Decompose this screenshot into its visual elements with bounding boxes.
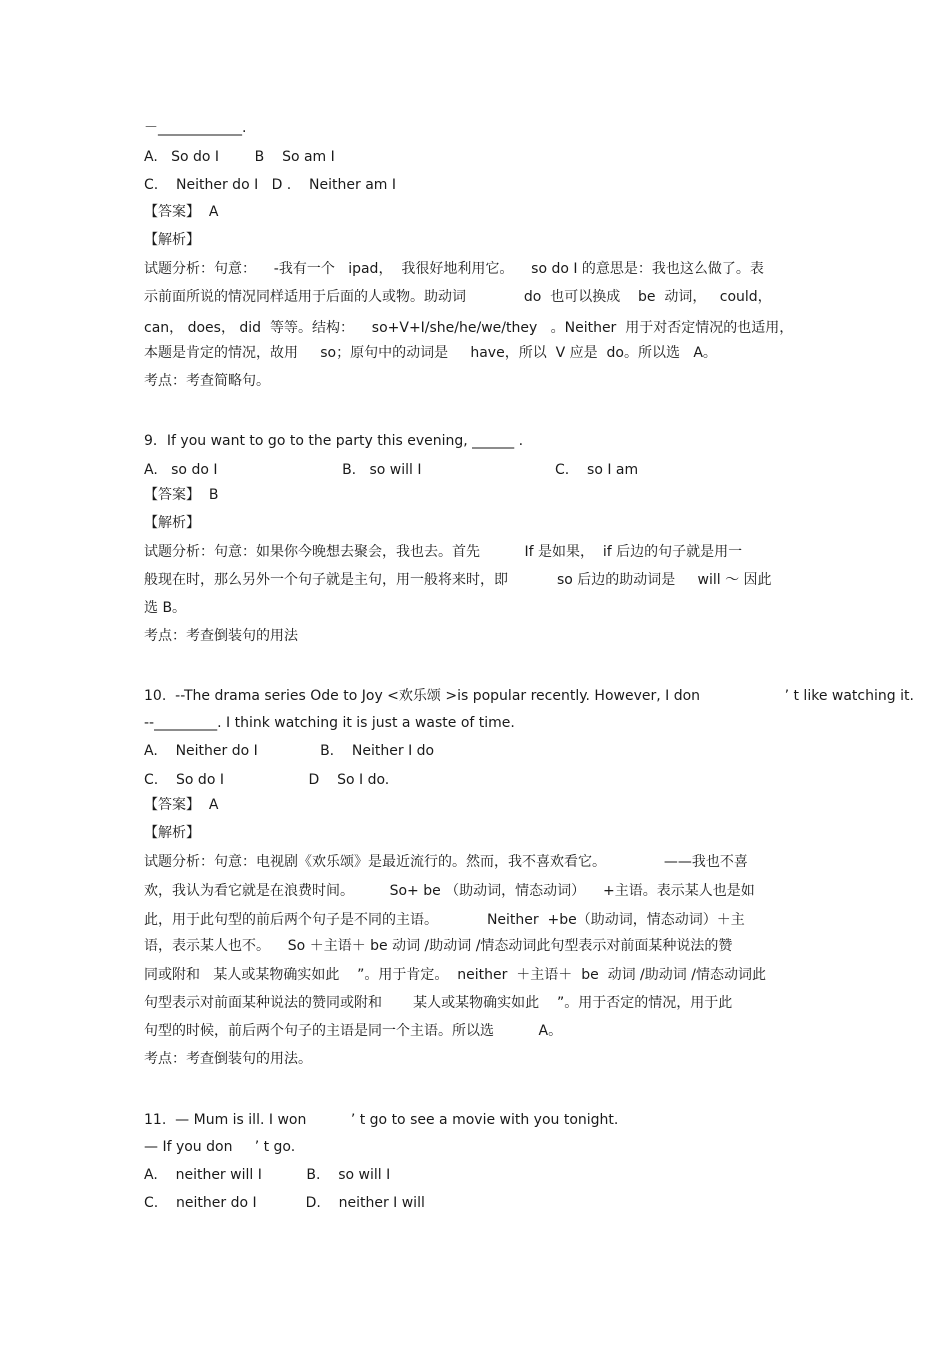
text-line: can， does， did 等等。结构： so+V+I/she/he/we/they 。Neither 用于对否定情况的也适用， xyxy=(144,320,794,336)
text-line: 试题分析：句意：如果你今晚想去聚会，我也去。首先 If 是如果， if 后边的句子就是用一 xyxy=(144,544,743,560)
text-line: 【解析】 xyxy=(144,515,200,531)
text-line: 10. --The drama series Ode to Joy <欢乐颂 >is popular recently. However, I don ’ t like watching it. xyxy=(144,688,914,704)
text-line: C. neither do I D. neither I will xyxy=(144,1195,425,1211)
text-line: 此，用于此句型的前后两个句子是不同的主语。 Neither +be（助动词，情态动词）＋主 xyxy=(144,912,745,928)
text-line: 考点：考查倒装句的用法 xyxy=(144,628,298,644)
text-line: 语，表示某人也不。 So ＋主语＋ be 动词 /助动词 /情态动词此句型表示对前面某种说法的赞 xyxy=(144,938,733,954)
text-line: 示前面所说的情况同样适用于后面的人或物。助动词 do 也可以换成 be 动词， could， xyxy=(144,289,772,305)
text-line: 同或附和 某人或某物确实如此 ”。用于肯定。 neither ＋主语＋ be 动词 /助动词 /情态动词此 xyxy=(144,967,766,983)
text-line: 【答案】 A xyxy=(144,204,219,220)
text-line: A. so do I B. so will I C. so I am xyxy=(144,462,639,478)
text-line: 试题分析：句意：电视剧《欢乐颂》是最近流行的。然而，我不喜欢看它。 ——我也不喜 xyxy=(144,854,748,870)
text-line: --_________. I think watching it is just a waste of time. xyxy=(144,715,515,731)
text-line: C. So do I D So I do. xyxy=(144,772,390,788)
text-line: — If you don ’ t go. xyxy=(144,1139,296,1155)
text-line: A. neither will I B. so will I xyxy=(144,1167,391,1183)
text-line: 【解析】 xyxy=(144,825,200,841)
text-line: 句型的时候，前后两个句子的主语是同一个主语。所以选 A。 xyxy=(144,1023,563,1039)
text-line: 本题是肯定的情况，故用 so；原句中的动词是 have，所以 V 应是 do。所以选 A。 xyxy=(144,345,717,361)
text-line: 【答案】 B xyxy=(144,487,219,503)
text-line: 【解析】 xyxy=(144,232,200,248)
text-line: 9．If you want to go to the party this evening, ______ . xyxy=(144,433,524,449)
text-line: 选 B。 xyxy=(144,600,187,616)
text-line: 试题分析：句意： -我有一个 ipad， 我很好地利用它。 so do I 的意思是：我也这么做了。表 xyxy=(144,261,764,277)
text-line: 欢，我认为看它就是在浪费时间。 So+ be （助动词，情态动词） +主语。表示某人也是如 xyxy=(144,883,755,899)
text-line: 考点：考查简略句。 xyxy=(144,373,270,389)
text-line: 11. — Mum is ill. I won ’ t go to see a movie with you tonight. xyxy=(144,1112,619,1128)
text-line: A. Neither do I B. Neither I do xyxy=(144,743,435,759)
text-line: C. Neither do I D . Neither am I xyxy=(144,177,396,193)
text-line: A. So do I B So am I xyxy=(144,149,335,165)
text-line: 考点：考查倒装句的用法。 xyxy=(144,1051,312,1067)
text-line: 【答案】 A xyxy=(144,797,219,813)
text-line: 句型表示对前面某种说法的赞同或附和 某人或某物确实如此 ”。用于否定的情况，用于此 xyxy=(144,995,733,1011)
text-line: 般现在时，那么另外一个句子就是主句，用一般将来时，即 so 后边的助动词是 will ～ 因此 xyxy=(144,572,772,588)
text-line: －____________. xyxy=(144,120,247,136)
